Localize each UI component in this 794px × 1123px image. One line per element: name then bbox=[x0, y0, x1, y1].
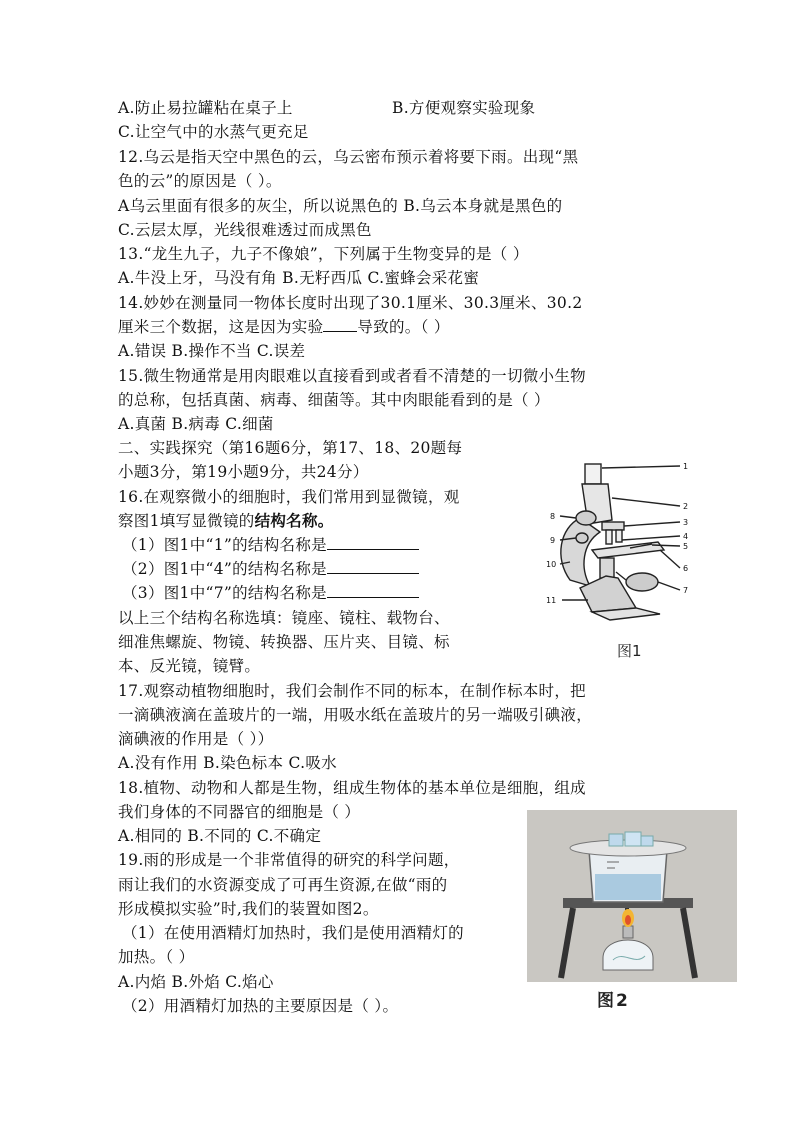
q19-options: A.内焰 B.外焰 C.焰心 bbox=[118, 973, 274, 991]
q16-options-2: 细准焦螺旋、物镜、转换器、压片夹、目镜、标 bbox=[118, 633, 450, 651]
label-10: 10 bbox=[546, 560, 557, 569]
label-4: 4 bbox=[683, 532, 689, 541]
microscope-figure bbox=[540, 458, 700, 638]
label-11: 11 bbox=[546, 596, 557, 605]
q12-option-c: C.云层太厚，光线很难透过而成黑色 bbox=[118, 221, 372, 239]
q13-question: 13.“龙生九子，九子不像娘”，下列属于生物变异的是（ ） bbox=[118, 245, 529, 263]
q19-line-1: 19.雨的形成是一个非常值得的研究的科学问题， bbox=[118, 851, 460, 869]
q19-sub-2: （2）用酒精灯加热的主要原因是（ ）。 bbox=[122, 997, 399, 1015]
q16-line-1: 16.在观察微小的细胞时，我们常用到显微镜，观 bbox=[118, 488, 460, 506]
q16-options-3: 本、反光镜，镜臂。 bbox=[118, 657, 261, 675]
label-2: 2 bbox=[683, 502, 689, 511]
q16-sub-3-text: （3）图1中“7”的结构名称是 bbox=[122, 584, 327, 602]
q18-line-1: 18.植物、动物和人都是生物，组成生物体的基本单位是细胞，组成 bbox=[118, 779, 586, 797]
q16-sub-2 bbox=[122, 558, 419, 580]
q16-line-2a: 察图1填写显微镜的 bbox=[118, 512, 255, 530]
q14-answer-blank[interactable] bbox=[323, 316, 357, 332]
q15-line-2: 的总称，包括真菌、病毒、细菌等。其中肉眼能看到的是（ ） bbox=[118, 391, 550, 409]
label-3: 3 bbox=[683, 518, 689, 527]
label-5: 5 bbox=[683, 542, 689, 551]
q16-sub-2-text: （2）图1中“4”的结构名称是 bbox=[122, 560, 327, 578]
q17-line-3: 滴碘液的作用是（ ）） bbox=[118, 730, 274, 748]
q16-sub-2-blank[interactable] bbox=[327, 558, 419, 574]
q11-option-b: B.方便观察实验现象 bbox=[392, 99, 536, 117]
q16-bold-text: 结构名称。 bbox=[254, 511, 334, 530]
q15-options: A.真菌 B.病毒 C.细菌 bbox=[118, 415, 274, 433]
q18-line-2: 我们身体的不同器官的细胞是（ ） bbox=[118, 803, 361, 821]
q19-line-3: 形成模拟实验”时,我们的装置如图2。 bbox=[118, 900, 379, 918]
q13-options: A.牛没上牙，马没有角 B.无籽西瓜 C.蜜蜂会采花蜜 bbox=[118, 269, 480, 287]
q16-options-1: 以上三个结构名称选填：镜座、镜柱、载物台、 bbox=[118, 609, 450, 627]
q14-line-2 bbox=[118, 316, 450, 338]
q12-line-1: 12.乌云是指天空中黑色的云，乌云密布预示着将要下雨。出现“黑 bbox=[118, 148, 579, 166]
q19-sub-1: （1）在使用酒精灯加热时，我们是使用酒精灯的 bbox=[122, 924, 464, 942]
q11-option-c: C.让空气中的水蒸气更充足 bbox=[118, 123, 309, 141]
figure-1-caption: 图1 bbox=[617, 642, 642, 660]
q16-sub-1 bbox=[122, 534, 419, 556]
label-1: 1 bbox=[683, 462, 689, 471]
q17-line-2: 一滴碘液滴在盖玻片的一端，用吸水纸在盖玻片的另一端吸引碘液， bbox=[118, 706, 593, 724]
q19-line-2: 雨让我们的水资源变成了可再生资源,在做“雨的 bbox=[118, 876, 448, 894]
label-6: 6 bbox=[683, 564, 689, 573]
figure-2-caption: 图2 bbox=[597, 991, 630, 1011]
label-8: 8 bbox=[550, 512, 556, 521]
section-2-heading: 二、实践探究（第16题6分，第17、18、20题每 bbox=[118, 439, 463, 457]
q16-sub-3-blank[interactable] bbox=[327, 582, 419, 598]
q17-options: A.没有作用 B.染色标本 C.吸水 bbox=[118, 754, 337, 772]
q16-sub-1-text: （1）图1中“1”的结构名称是 bbox=[122, 536, 327, 554]
label-7: 7 bbox=[683, 586, 689, 595]
rain-experiment-figure bbox=[527, 810, 737, 982]
q16-sub-3 bbox=[122, 582, 419, 604]
q16-sub-1-blank[interactable] bbox=[327, 534, 419, 550]
q12-options-ab: A乌云里面有很多的灰尘，所以说黑色的 B.乌云本身就是黑色的 bbox=[118, 197, 563, 215]
q16-line-2 bbox=[118, 510, 334, 532]
q15-line-1: 15.微生物通常是用肉眼难以直接看到或者看不清楚的一切微小生物 bbox=[118, 367, 586, 385]
q14-line-2b: 导致的。（ ） bbox=[357, 318, 450, 336]
q17-line-1: 17.观察动植物细胞时，我们会制作不同的标本，在制作标本时，把 bbox=[118, 682, 586, 700]
q18-options: A.相同的 B.不同的 C.不确定 bbox=[118, 827, 322, 845]
section-2-heading-cont: 小题3分，第19小题9分，共24分） bbox=[118, 463, 369, 481]
q11-option-a: A.防止易拉罐粘在桌子上 bbox=[118, 99, 293, 117]
q19-sub-1-cont: 加热。（ ） bbox=[118, 948, 195, 966]
label-9: 9 bbox=[550, 536, 556, 545]
q14-line-2a: 厘米三个数据，这是因为实验 bbox=[118, 318, 324, 336]
q12-line-2: 色的云”的原因是（ ）。 bbox=[118, 172, 282, 190]
q14-options: A.错误 B.操作不当 C.误差 bbox=[118, 342, 306, 360]
q14-line-1: 14.妙妙在测量同一物体长度时出现了30.1厘米、30.3厘米、30.2 bbox=[118, 294, 583, 312]
